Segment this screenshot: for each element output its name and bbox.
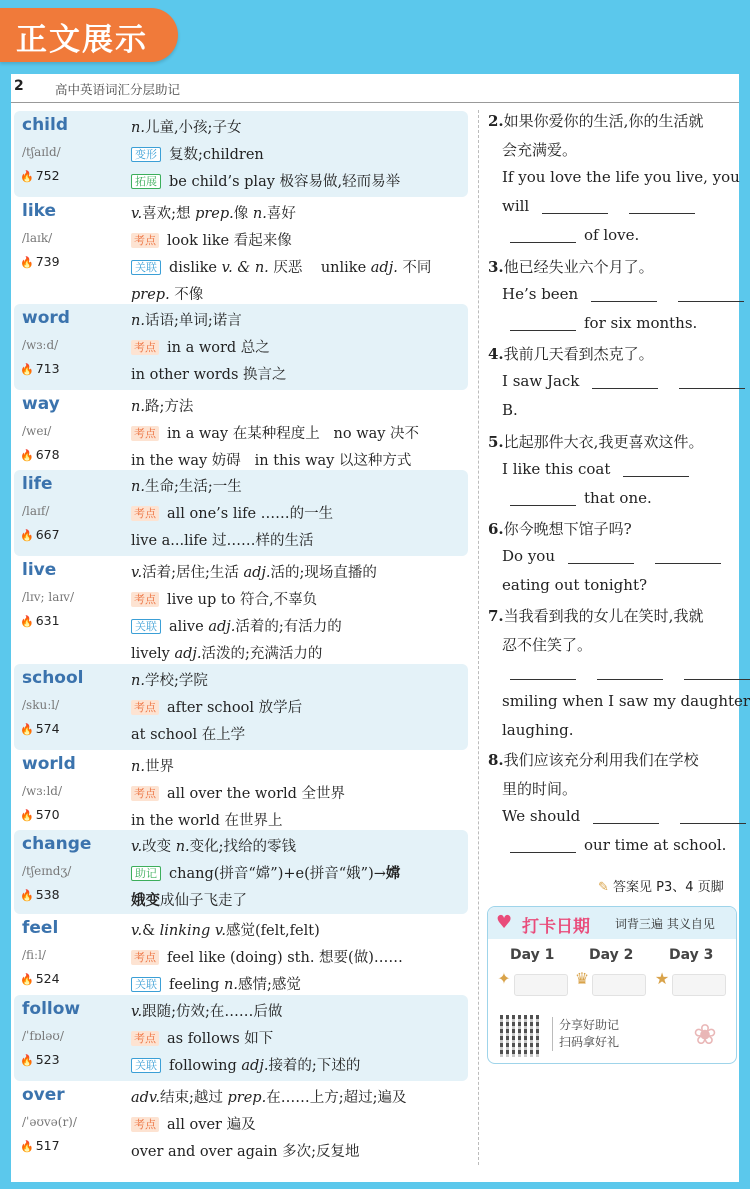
headword: word bbox=[22, 308, 70, 328]
column-divider bbox=[478, 110, 479, 1165]
badge-icon: ✦ bbox=[497, 969, 511, 988]
answer-blank bbox=[629, 199, 695, 214]
question-8-english[interactable]: We should bbox=[502, 807, 750, 825]
flame-icon: 🔥 bbox=[20, 363, 34, 376]
phonetic: /tʃaɪld/ bbox=[22, 145, 61, 159]
card-title: 打卡日期 bbox=[522, 917, 590, 937]
definition-line: 考点 all over the world 全世界 bbox=[131, 782, 345, 803]
entry-feel bbox=[14, 914, 468, 995]
flame-icon: 🔥 bbox=[20, 723, 34, 736]
answer-blank bbox=[568, 549, 634, 564]
flame-icon: 🔥 bbox=[20, 973, 34, 986]
frequency: 🔥 538 bbox=[20, 887, 60, 902]
headword: change bbox=[22, 834, 92, 854]
definition-line: in the world 在世界上 bbox=[131, 813, 283, 829]
headword: world bbox=[22, 754, 76, 774]
flame-icon: 🔥 bbox=[20, 1140, 34, 1153]
answer-blank bbox=[510, 228, 576, 243]
definition-line: v.跟随;仿效;在……后做 bbox=[131, 1004, 283, 1020]
definition-line: v.喜欢;想 prep.像 n.喜好 bbox=[131, 206, 296, 222]
headword: feel bbox=[22, 918, 59, 938]
flame-icon: 🔥 bbox=[20, 889, 34, 902]
answer-blank bbox=[542, 199, 608, 214]
tag-考点: 考点 bbox=[131, 1031, 159, 1046]
answer-blank bbox=[593, 809, 659, 824]
flame-icon: 🔥 bbox=[20, 256, 34, 269]
tag-考点: 考点 bbox=[131, 786, 159, 801]
day-1-box[interactable] bbox=[514, 974, 568, 996]
definition-line: 考点 after school 放学后 bbox=[131, 696, 302, 717]
tag-关联: 关联 bbox=[131, 1058, 161, 1073]
definition-line: prep. 不像 bbox=[131, 287, 204, 303]
definition-line: 关联 feeling n.感情;感觉 bbox=[131, 973, 301, 994]
answer-blank bbox=[510, 838, 576, 853]
phonetic: /ˈfɒləʊ/ bbox=[22, 1029, 64, 1043]
definition-line: in other words 换言之 bbox=[131, 367, 287, 383]
definition-line: 考点 in a way 在某种程度上 no way 决不 bbox=[131, 422, 419, 443]
answer-blank bbox=[623, 462, 689, 477]
entry-life bbox=[14, 470, 468, 556]
question-7-chinese: 7.当我看到我的女儿在笑时,我就 bbox=[488, 607, 704, 625]
question-8-chinese: 里的时间。 bbox=[502, 780, 578, 798]
definition-line: 娥变成仙子飞走了 bbox=[131, 892, 247, 909]
question-2-english[interactable]: will bbox=[502, 197, 703, 215]
card-subtitle: 词背三遍 其义自见 bbox=[615, 917, 715, 931]
tag-关联: 关联 bbox=[131, 260, 161, 275]
frequency: 🔥 524 bbox=[20, 971, 60, 986]
phonetic: /lɪv; laɪv/ bbox=[22, 590, 75, 604]
heart-check-icon: ♥ bbox=[496, 912, 513, 933]
definition-line: 关联 alive adj.活着的;有活力的 bbox=[131, 615, 342, 636]
frequency: 🔥 517 bbox=[20, 1138, 60, 1153]
phonetic: /wɜːd/ bbox=[22, 338, 59, 352]
question-4-chinese: 4.我前几天看到杰克了。 bbox=[488, 345, 654, 363]
definition-line: in the way 妨碍 in this way 以这种方式 bbox=[131, 453, 412, 469]
headword: over bbox=[22, 1085, 65, 1105]
answer-blank bbox=[592, 374, 658, 389]
definition-line: 助记 chang(拼音“嫦”)+e(拼音“娥”)→嫦 bbox=[131, 862, 400, 883]
tag-考点: 考点 bbox=[131, 700, 159, 715]
answer-blank bbox=[684, 665, 750, 680]
frequency: 🔥 667 bbox=[20, 527, 60, 542]
answer-blank bbox=[597, 665, 663, 680]
question-7-english[interactable]: smiling when I saw my daughter bbox=[502, 692, 750, 710]
question-6-english[interactable]: Do you bbox=[502, 547, 729, 565]
star-icon: ★ bbox=[654, 969, 670, 988]
definition-line: 拓展 be child’s play 极容易做,轻而易举 bbox=[131, 170, 400, 191]
crown-icon: ♛ bbox=[574, 969, 590, 988]
definition-line: 考点 all over 遍及 bbox=[131, 1113, 256, 1134]
definition-line: n.路;方法 bbox=[131, 399, 194, 415]
question-2-english[interactable]: If you love the life you live, you bbox=[502, 168, 740, 186]
definition-line: at school 在上学 bbox=[131, 727, 246, 743]
question-8-chinese: 8.我们应该充分利用我们在学校 bbox=[488, 751, 699, 769]
frequency: 🔥 713 bbox=[20, 361, 60, 376]
definition-line: 考点 as follows 如下 bbox=[131, 1027, 273, 1048]
definition-line: n.话语;单词;诺言 bbox=[131, 313, 242, 329]
tag-助记: 助记 bbox=[131, 866, 161, 881]
flame-icon: 🔥 bbox=[20, 529, 34, 542]
tag-考点: 考点 bbox=[131, 592, 159, 607]
frequency: 🔥 631 bbox=[20, 613, 60, 628]
day-3-box[interactable] bbox=[672, 974, 726, 996]
frequency: 🔥 752 bbox=[20, 168, 60, 183]
tag-变形: 变形 bbox=[131, 147, 161, 162]
tag-考点: 考点 bbox=[131, 340, 159, 355]
answer-blank bbox=[680, 809, 746, 824]
header-rule bbox=[11, 102, 739, 103]
phonetic: /skuːl/ bbox=[22, 698, 60, 712]
banner-title: 正文展示 bbox=[16, 22, 148, 58]
question-7-english[interactable] bbox=[502, 663, 750, 681]
headword: follow bbox=[22, 999, 81, 1019]
tag-关联: 关联 bbox=[131, 619, 161, 634]
flame-icon: 🔥 bbox=[20, 449, 34, 462]
day-1-label: Day 1 bbox=[510, 947, 555, 963]
question-2-chinese: 会充满爱。 bbox=[502, 141, 578, 159]
definition-line: adv.结束;越过 prep.在……上方;超过;遍及 bbox=[131, 1090, 407, 1106]
answer-blank bbox=[678, 287, 744, 302]
definition-line: over and over again 多次;反复地 bbox=[131, 1144, 360, 1160]
page-number: 2 bbox=[14, 78, 24, 94]
entry-follow bbox=[14, 995, 468, 1081]
phonetic: /tʃeɪndʒ/ bbox=[22, 864, 72, 878]
question-3-chinese: 3.他已经失业六个月了。 bbox=[488, 258, 654, 276]
checkin-card bbox=[487, 906, 737, 1064]
flame-icon: 🔥 bbox=[20, 170, 34, 183]
tag-考点: 考点 bbox=[131, 426, 159, 441]
entry-over bbox=[14, 1081, 468, 1167]
definition-line: 变形 复数;children bbox=[131, 143, 264, 164]
question-6-english[interactable]: eating out tonight? bbox=[502, 576, 648, 594]
headword: school bbox=[22, 668, 84, 688]
flame-icon: 🔥 bbox=[20, 615, 34, 628]
definition-line: 关联 dislike v. & n. 厌恶 unlike adj. 不同 bbox=[131, 256, 431, 277]
question-7-chinese: 忍不住笑了。 bbox=[502, 636, 593, 654]
question-2-chinese: 2.如果你爱你的生活,你的生活就 bbox=[488, 112, 704, 130]
tag-考点: 考点 bbox=[131, 1117, 159, 1132]
headword: life bbox=[22, 474, 53, 494]
entry-way bbox=[14, 390, 468, 470]
tag-考点: 考点 bbox=[131, 950, 159, 965]
answer-blank bbox=[510, 316, 576, 331]
tag-拓展: 拓展 bbox=[131, 174, 161, 189]
question-7-english[interactable]: laughing. bbox=[502, 721, 574, 739]
entry-live bbox=[14, 556, 468, 664]
answer-blank bbox=[655, 549, 721, 564]
phonetic: /laɪf/ bbox=[22, 504, 50, 518]
definition-line: 关联 following adj.接着的;下述的 bbox=[131, 1054, 360, 1075]
day-2-box[interactable] bbox=[592, 974, 646, 996]
entry-child bbox=[14, 111, 468, 197]
qr-code-overlay bbox=[500, 1015, 542, 1057]
tag-关联: 关联 bbox=[131, 977, 161, 992]
entry-world bbox=[14, 750, 468, 830]
headword: child bbox=[22, 115, 69, 135]
frequency: 🔥 570 bbox=[20, 807, 60, 822]
question-8-english[interactable]: our time at school. bbox=[502, 836, 726, 854]
definition-line: live a...life 过……样的生活 bbox=[131, 533, 314, 549]
question-4-english[interactable]: I saw Jack bbox=[502, 372, 750, 390]
flame-icon: 🔥 bbox=[20, 809, 34, 822]
phonetic: /fiːl/ bbox=[22, 948, 46, 962]
tag-考点: 考点 bbox=[131, 506, 159, 521]
phonetic: /laɪk/ bbox=[22, 231, 53, 245]
definition-line: v.改变 n.变化;找给的零钱 bbox=[131, 839, 297, 855]
book-title: 高中英语词汇分层助记 bbox=[55, 82, 181, 97]
headword: way bbox=[22, 394, 60, 414]
headword: live bbox=[22, 560, 57, 580]
definition-line: n.生命;生活;一生 bbox=[131, 479, 242, 495]
day-2-label: Day 2 bbox=[589, 947, 634, 963]
definition-line: 考点 all one’s life ……的一生 bbox=[131, 502, 333, 523]
answer-note: ✎ 答案见 P3、4 页脚 bbox=[598, 880, 724, 895]
share-text: 分享好助记 扫码拿好礼 bbox=[552, 1017, 619, 1051]
definition-line: v.活着;居住;生活 adj.活的;现场直播的 bbox=[131, 565, 377, 581]
frequency: 🔥 739 bbox=[20, 254, 60, 269]
flame-icon: 🔥 bbox=[20, 1054, 34, 1067]
tag-考点: 考点 bbox=[131, 233, 159, 248]
phonetic: /weɪ/ bbox=[22, 424, 52, 438]
definition-line: n.学校;学院 bbox=[131, 673, 208, 689]
answer-blank bbox=[510, 665, 576, 680]
question-5-english[interactable]: that one. bbox=[502, 489, 652, 507]
answer-blank bbox=[510, 491, 576, 506]
definition-line: 考点 look like 看起来像 bbox=[131, 229, 292, 250]
frequency: 🔥 523 bbox=[20, 1052, 60, 1067]
question-6-chinese: 6.你今晚想下馆子吗? bbox=[488, 520, 632, 538]
definition-line: 考点 feel like (doing) sth. 想要(做)…… bbox=[131, 946, 403, 967]
entry-word bbox=[14, 304, 468, 390]
question-5-english[interactable]: I like this coat bbox=[502, 460, 697, 478]
headword: like bbox=[22, 201, 57, 221]
entry-change bbox=[14, 830, 468, 914]
definition-line: 考点 in a word 总之 bbox=[131, 336, 270, 357]
answer-blank bbox=[679, 374, 745, 389]
question-4-english[interactable]: B. bbox=[502, 401, 518, 419]
gift-icon: ❀ bbox=[693, 1018, 717, 1051]
entry-school bbox=[14, 664, 468, 750]
phonetic: /wɜːld/ bbox=[22, 784, 63, 798]
definition-line: lively adj.活泼的;充满活力的 bbox=[131, 646, 323, 662]
question-2-english[interactable]: of love. bbox=[502, 226, 639, 244]
entry-like bbox=[14, 197, 468, 304]
phonetic: /ˈəʊvə(r)/ bbox=[22, 1115, 77, 1129]
answer-blank bbox=[591, 287, 657, 302]
day-3-label: Day 3 bbox=[669, 947, 714, 963]
section-banner bbox=[0, 8, 178, 62]
definition-line: n.世界 bbox=[131, 759, 174, 775]
definition-line: v.& linking v.感觉(felt,felt) bbox=[131, 923, 320, 939]
question-5-chinese: 5.比起那件大衣,我更喜欢这件。 bbox=[488, 433, 704, 451]
frequency: 🔥 678 bbox=[20, 447, 60, 462]
definition-line: n.儿童,小孩;子女 bbox=[131, 120, 242, 136]
question-3-english[interactable]: for six months. bbox=[502, 314, 697, 332]
frequency: 🔥 574 bbox=[20, 721, 60, 736]
definition-line: 考点 live up to 符合,不辜负 bbox=[131, 588, 317, 609]
question-3-english[interactable]: He’s been bbox=[502, 285, 750, 303]
